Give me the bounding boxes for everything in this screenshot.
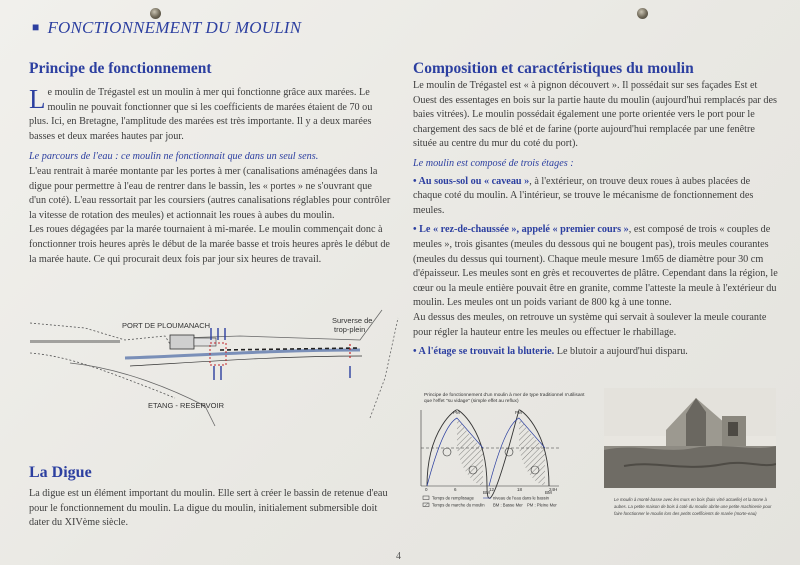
quay: [30, 340, 120, 343]
composition-para-1: Le moulin de Trégastel est « à pignon découvert ». Il possédait sur ses façades Est et Ouest des essentages en bois sur la partie haute du moulin (aujourd'hui remplacés par des baies vitrées). Le moulin possédait également une porte orientée vers le port pour le chargement des sacs de blé et de farine (porte aujourd'hui remplacée par une fenêtre située au centre du mur du coté du port).: [413, 80, 777, 150]
tide-caption-2: que l'effet "su vidage" (simple effet au reflux): [424, 399, 519, 404]
page-title: [32, 18, 301, 38]
etage-label: • A l'étage se trouvait la bluterie.: [413, 346, 555, 358]
composition-heading: Composition et caractéristiques du moulin: [413, 60, 694, 77]
legend-fill-swatch: [423, 496, 429, 500]
bm-label-2: BM: [545, 490, 552, 495]
photo-caption-1: Le moulin à monté basse avec les murs en bois (bais vitré actuelle) et la tonne à: [614, 497, 767, 502]
etang-label: ETANG - RESERVOIR: [148, 401, 224, 410]
screw-right-icon: [637, 8, 648, 19]
wheel-icon-3: [505, 448, 513, 456]
rdc-label: • Le « rez-de-chaussée », appelé « premier cours »: [413, 224, 629, 236]
photo-caption-2: aubes. La petite maison de bois à coté du moulin abrite une petite machinerie pour: [614, 504, 772, 509]
x-tick-12: 12: [489, 487, 495, 492]
legend-pm: PM : Pleine Mer: [527, 502, 557, 508]
parcours-label: Le parcours de l'eau : ce moulin ne fonctionnait que dans un seul sens.: [29, 151, 319, 163]
photo-caption-3: faire fonctionner le moulin lors des petits coefficients de marée (morte-eau): [614, 511, 757, 516]
legend-fill: Temps de remplissage: [432, 495, 474, 501]
principe-text: [29, 86, 391, 267]
principe-para-3: L'eau rentrait à marée montante par les portes à mer (canalisations aménagées dans la digue pour permettre à l'eau de rentrer dans le bassin, les « portes » ne s'ouvrant que d'un coté). L'eau ressortait par les coursiers (autres canalisations réglables pour contrôler la vitesse de rotation des meules) et actionnait les roues à aubes du moulin.: [29, 165, 391, 221]
legend-level: niveau de l'eau dans le bassin: [493, 495, 549, 501]
annex-window: [728, 422, 738, 436]
principe-para-1: e moulin de Trégastel est un moulin à mer qui fonctionne grâce aux marées.: [47, 87, 357, 98]
wheel-icon-1: [443, 448, 451, 456]
dessus-text: Au dessus des meules, on retrouve un système qui servait à soulever la meule courante pour régler la hauteur entre les meules ou effectuer le rhabillage.: [413, 311, 767, 338]
mill-site-map: [30, 298, 400, 428]
surverse-label-2: trop-plein: [334, 325, 366, 334]
etage-text: Le blutoir a aujourd'hui disparu.: [554, 346, 688, 358]
tide-diagram: [407, 388, 597, 520]
sous-sol-text: , à l'extérieur, on trouve deux roues à aubes placées de chaque coté du moulin. A l'intérieur, se trouve le mécanisme de fonctionnement des meules.: [413, 175, 754, 216]
legend-bm: BM : Basse Mer: [493, 502, 523, 508]
x-tick-0: 0: [425, 487, 428, 492]
x-tick-24: 24H: [549, 487, 558, 492]
page-title-text: FONCTIONNEMENT DU MOULIN: [47, 18, 302, 37]
x-tick-18: 18: [517, 487, 523, 492]
mill-annex: [194, 338, 216, 346]
principe-para-4: Les roues dégagées par la marée tournaient à mi-marée. Le moulin commençait donc à fonctionner trois heures après le début de la marée basse et trois heures après le début de la marée haute. Ce qui procurait deux fois par jour six heures de travail.: [29, 224, 390, 265]
legend-work-swatch: [423, 503, 429, 507]
principe-heading: Principe de fonctionnement: [29, 60, 212, 77]
tide-caption-1: Principe de fonctionnement d'un moulin à mer de type traditionnel n'utilisant: [424, 393, 585, 398]
surverse-label-1: Surverse de: [332, 316, 373, 325]
pond-edge: [370, 318, 398, 418]
historical-photo: [604, 388, 776, 520]
legend-work: Temps de marche du moulin: [432, 502, 485, 508]
dropcap-letter: L: [29, 84, 46, 114]
sous-sol-label: • Au sous-sol ou « caveau »: [413, 175, 530, 187]
composition-text: [413, 79, 781, 360]
work-area-1: [457, 418, 483, 486]
road-line: [70, 363, 215, 426]
digue-text: La digue est un élément important du moulin. Elle sert à créer le bassin de retenue d'eau pour le fonctionnement du moulin. La digue du moulin, initialement submersible doit dater du XIVème siècle.: [29, 488, 388, 529]
digue-heading: La Digue: [29, 464, 92, 481]
pm-label-1: PM: [453, 410, 460, 415]
pm-label-2: PM: [515, 410, 522, 415]
mill-building: [170, 335, 194, 349]
title-bullet-icon: ■: [32, 20, 40, 34]
page-number: 4: [396, 551, 401, 562]
rdc-text: , est composé de trois « couples de meules », trois gisantes (meules du dessous qui ne bougent pas), trois meules courantes (meules du dessus qui tournent). Chaque meule mesure 1m65 de diamètre pour 30 cm d'épaisseur. Les meules sont en grès et recouvertes de plâtre. Cependant dans la région, le cœur ou la meule entière pouvait être en granite, comme l'atteste la meule à l'extérieur du moulin. Les meules ont un poids variant de 800 kg à une tonne.: [413, 224, 778, 309]
coastline-south: [30, 353, 175, 398]
bm-label-1: BM: [483, 490, 490, 495]
port-label: PORT DE PLOUMANACH: [122, 321, 211, 330]
x-tick-6: 6: [454, 487, 457, 492]
principe-para-2: Le moulin ne pouvait fonctionner que si les coefficients de marées étaient de 70 ou plus. Ici, en Bretagne, l'amplitude des marées est très importante. Il y a deux marées basses et deux marées hautes par jour.: [29, 87, 373, 142]
work-area-2: [519, 418, 545, 486]
etages-label: Le moulin est composé de trois étages :: [413, 157, 574, 169]
